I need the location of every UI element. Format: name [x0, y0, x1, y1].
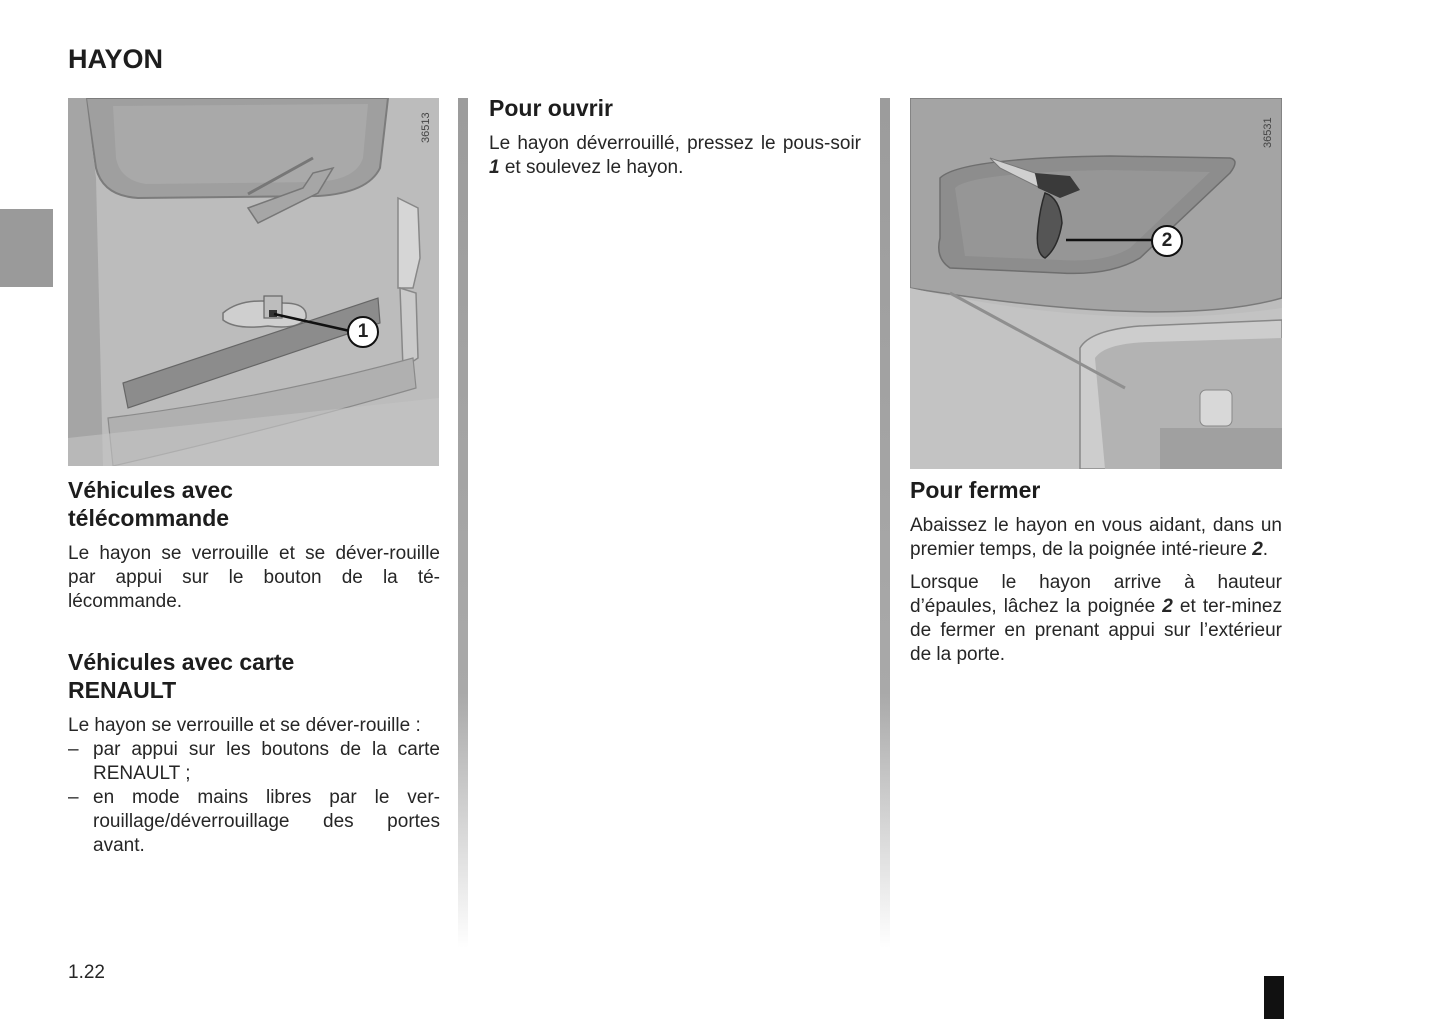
callout-2: 2: [1151, 225, 1183, 257]
text-run: et soulevez le hayon.: [499, 157, 684, 178]
section-text: Le hayon se verrouille et se déver-rouille par appui sur le bouton de la té-lécommande.: [68, 543, 440, 612]
callout-1: 1: [347, 316, 379, 348]
section-title: Pour fermer: [910, 477, 1041, 503]
column-divider-left: [458, 98, 468, 948]
page-marker-bar: [1264, 976, 1284, 1019]
section-text: Le hayon se verrouille et se déver-rouille :: [68, 715, 421, 736]
dash-list: [68, 738, 440, 858]
page-title: HAYON: [68, 44, 164, 74]
list-item-text: en mode mains libres par le ver-rouillage/déverrouillage des portes avant.: [93, 787, 440, 856]
dash-mark: –: [68, 739, 79, 760]
section-title-line: télécommande: [68, 505, 230, 531]
section-title: [68, 476, 440, 532]
section-text: [910, 514, 1282, 562]
reference-number: 2: [1162, 596, 1173, 617]
dash-mark: –: [68, 787, 79, 808]
section-text: [910, 571, 1282, 667]
list-item: [68, 738, 440, 786]
chapter-tab: [0, 209, 53, 287]
section-to-open: [489, 94, 861, 180]
tailgate-interior-figure: [910, 98, 1282, 469]
text-run: Abaissez le hayon en vous aidant, dans un premier temps, de la poignée inté-rieure: [910, 515, 1282, 560]
tailgate-exterior-illustration: [68, 98, 439, 466]
section-remote-control: [68, 476, 440, 614]
page-number: 1.22: [68, 962, 105, 983]
section-renault-card: [68, 648, 440, 858]
section-text: [489, 132, 861, 180]
section-title: Pour ouvrir: [489, 95, 613, 121]
figure-reference-number: 36513: [420, 112, 432, 143]
section-title: [68, 648, 440, 704]
text-run: Le hayon déverrouillé, pressez le pous-soir: [489, 133, 861, 154]
tailgate-exterior-figure: [68, 98, 439, 466]
reference-number: 1: [489, 157, 500, 178]
text-run: et ter-minez de fermer en prenant appui sur l’extérieur de la porte.: [910, 596, 1282, 665]
figure-reference-number: 36531: [1262, 117, 1274, 148]
section-title-line: Véhicules avec: [68, 477, 233, 503]
column-divider-right: [880, 98, 890, 948]
tailgate-interior-illustration: [910, 98, 1282, 469]
section-title-line: RENAULT: [68, 677, 177, 703]
text-run: .: [1262, 539, 1269, 560]
text-run: Lorsque le hayon arrive à hauteur d’épaules, lâchez la poignée: [910, 572, 1282, 617]
section-title-line: Véhicules avec carte: [68, 649, 295, 675]
list-item: [68, 786, 440, 858]
reference-number: 2: [1252, 539, 1263, 560]
section-to-close: [910, 476, 1282, 667]
list-item-text: par appui sur les boutons de la carte RENAULT ;: [93, 739, 440, 784]
